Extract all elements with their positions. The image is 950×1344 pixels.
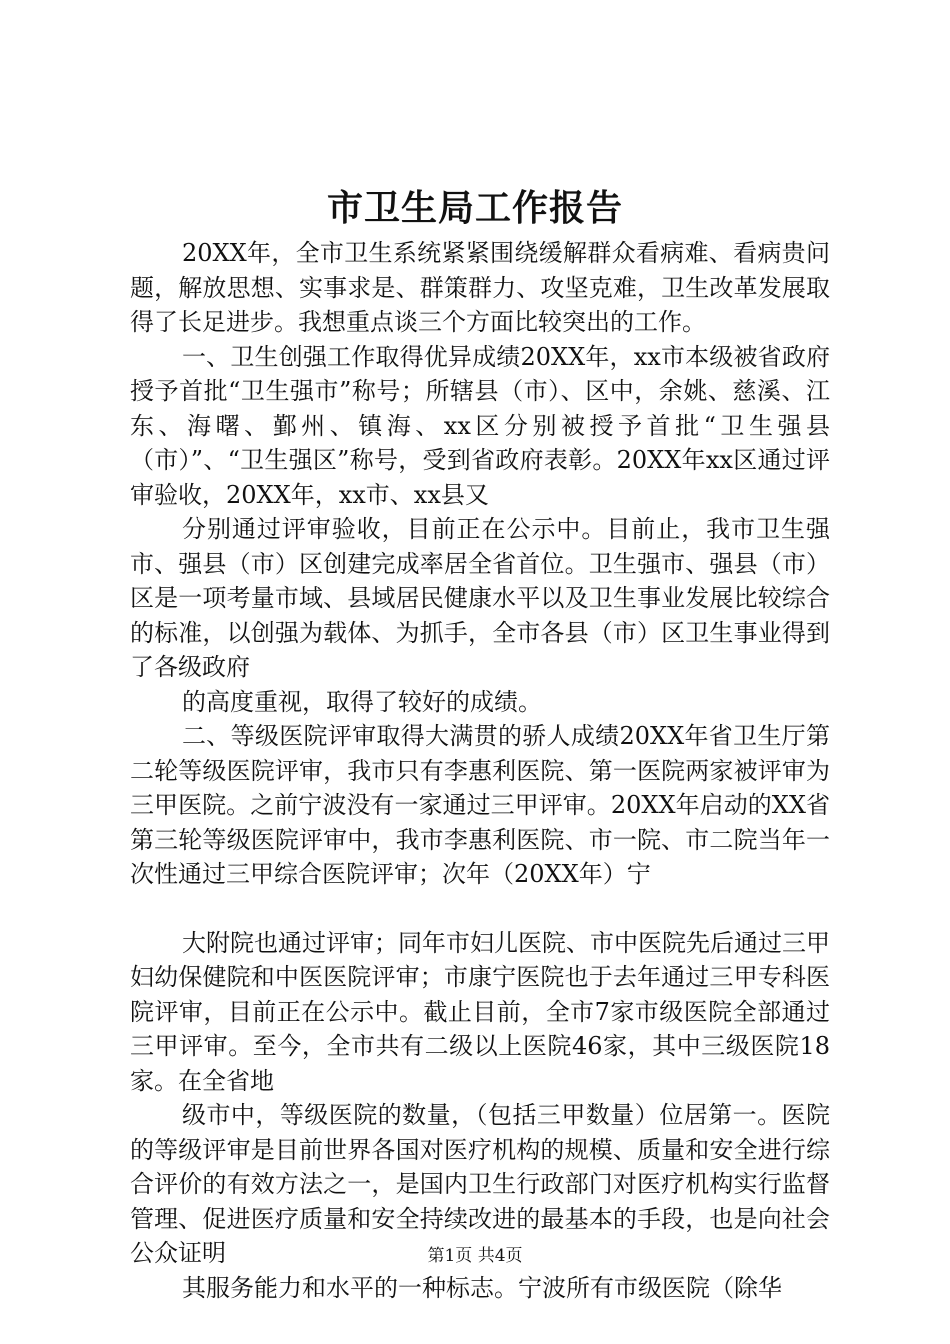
page-footer: 第1页 共4页 xyxy=(427,1246,523,1266)
paragraph: 级市中，等级医院的数量，（包括三甲数量）位居第一。医院的等级评审是目前世界各国对医疗机构的规模、质量和安全进行综合评价的有效方法之一，是国内卫生行政部门对医疗机构实行监督管理、促进医疗质量和安全持续改进的最基本的手段，也是向社会公众证明 xyxy=(130,1101,830,1267)
paragraph: 大附院也通过评审；同年市妇儿医院、市中医院先后通过三甲妇幼保健院和中医医院评审；市康宁医院也于去年通过三甲专科医院评审，目前正在公示中。截止目前，全市7家市级医院全部通过三甲评审。至今，全市共有二级以上医院46家，其中三级医院18家。在全省地 xyxy=(130,928,830,1095)
document-body xyxy=(130,236,830,1305)
paragraph: 分别通过评审验收，目前正在公示中。目前止，我市卫生强市、强县（市）区创建完成率居全省首位。卫生强市、强县（市）区是一项考量市域、县域居民健康水平以及卫生事业发展比较综合的标准，以创强为载体、为抓手，全市各县（市）区卫生事业得到了各级政府 xyxy=(130,515,830,681)
paragraph: 20XX年，全市卫生系统紧紧围绕缓解群众看病难、看病贵问题，解放思想、实事求是、群策群力、攻坚克难，卫生改革发展取得了长足进步。我想重点谈三个方面比较突出的工作。 xyxy=(130,239,830,336)
paragraph: 其服务能力和水平的一种标志。宁波所有市级医院（除华 xyxy=(182,1273,782,1302)
page-title: 市卫生局工作报告 xyxy=(326,187,623,229)
paragraph: 二、等级医院评审取得大满贯的骄人成绩20XX年省卫生厅第二轮等级医院评审，我市只有李惠利医院、第一医院两家被评审为三甲医院。之前宁波没有一家通过三甲评审。20XX年启动的XX省第三轮等级医院评审中，我市李惠利医院、市一院、市二院当年一次性通过三甲综合医院评审；次年（20XX年）宁 xyxy=(130,722,830,888)
paragraph: 一、卫生创强工作取得优异成绩20XX年，xx市本级被省政府授予首批“卫生强市”称号；所辖县（市）、区中，余姚、慈溪、江东、海曙、鄞州、镇海、xx区分别被授予首批“卫生强县（市）”、“卫生强区”称号，受到省政府表彰。20XX年xx区通过评审验收，20XX年，xx市、xx县又 xyxy=(130,342,830,509)
paragraph-gap xyxy=(130,892,830,926)
paragraph: 的高度重视，取得了较好的成绩。 xyxy=(182,687,542,716)
